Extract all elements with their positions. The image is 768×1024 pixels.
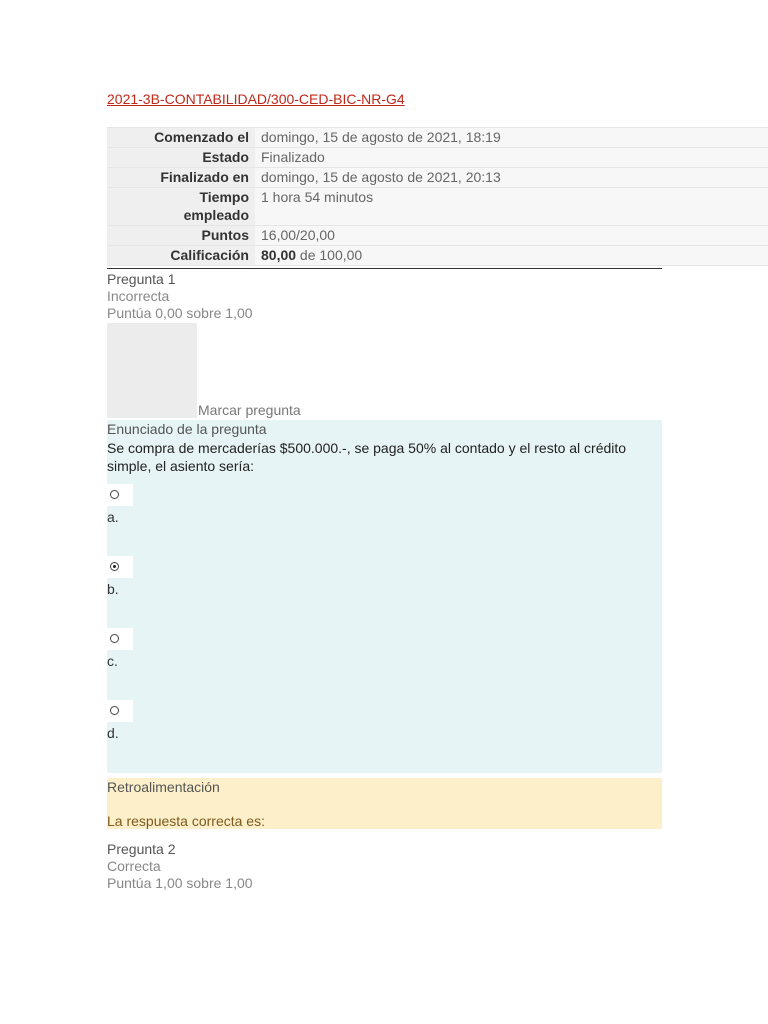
question1-feedback [107,778,662,829]
question2-info [107,841,253,892]
question2-grade: Puntúa 1,00 sobre 1,00 [107,875,253,891]
grade-value [255,246,768,266]
option-d-label: d. [107,725,119,741]
points-value: 16,00/20,00 [255,226,768,246]
time-label-line2: empleado [183,207,249,223]
question1-text: Se compra de mercaderías $500.000.-, se paga 50% al contado y el resto al crédito simple, el asiento sería: [107,440,627,474]
finished-label: Finalizado en [107,168,255,188]
question1-grade: Puntúa 0,00 sobre 1,00 [107,305,253,321]
time-label [107,188,255,226]
summary-row-time [107,188,768,226]
option-d-radio-area [107,700,133,722]
summary-divider [107,268,662,269]
course-breadcrumb-link[interactable]: 2021-3B-CONTABILIDAD/300-CED-BIC-NR-G4 [107,91,405,107]
option-b-label: b. [107,581,119,597]
question2-state: Correcta [107,858,161,874]
question1-state: Incorrecta [107,288,170,304]
option-b-radio-area [107,556,133,578]
flag-question-link[interactable]: Marcar pregunta [198,402,301,418]
feedback-header: Retroalimentación [107,779,220,795]
grade-max: de 100,00 [296,247,363,263]
grade-label: Calificación [107,246,255,266]
option-a-radio-area [107,484,133,506]
summary-row-points [107,226,768,246]
summary-row-state [107,148,768,168]
summary-row-grade [107,246,768,266]
attempt-summary-table [107,127,768,266]
question2-number: Pregunta 2 [107,841,176,857]
option-d-radio[interactable] [110,706,119,715]
question1-info-box [107,323,197,418]
option-c-radio[interactable] [110,634,119,643]
time-value: 1 hora 54 minutos [255,188,768,226]
summary-row-started [107,128,768,148]
grade-score: 80,00 [261,247,297,263]
question1-info [107,271,253,322]
state-label: Estado [107,148,255,168]
state-value: Finalizado [255,148,768,168]
question1-formulation [107,420,662,773]
points-label: Puntos [107,226,255,246]
option-b-radio[interactable] [110,562,119,571]
finished-value: domingo, 15 de agosto de 2021, 20:13 [255,168,768,188]
started-label: Comenzado el [107,128,255,148]
option-c-label: c. [107,653,118,669]
correct-answer-label: La respuesta correcta es: [107,813,265,829]
time-label-line1: Tiempo [199,189,249,205]
summary-row-finished [107,168,768,188]
option-a-radio[interactable] [110,490,119,499]
option-c-radio-area [107,628,133,650]
question1-number: Pregunta 1 [107,271,176,287]
statement-header: Enunciado de la pregunta [107,421,267,437]
option-a-label: a. [107,509,119,525]
started-value: domingo, 15 de agosto de 2021, 18:19 [255,128,768,148]
